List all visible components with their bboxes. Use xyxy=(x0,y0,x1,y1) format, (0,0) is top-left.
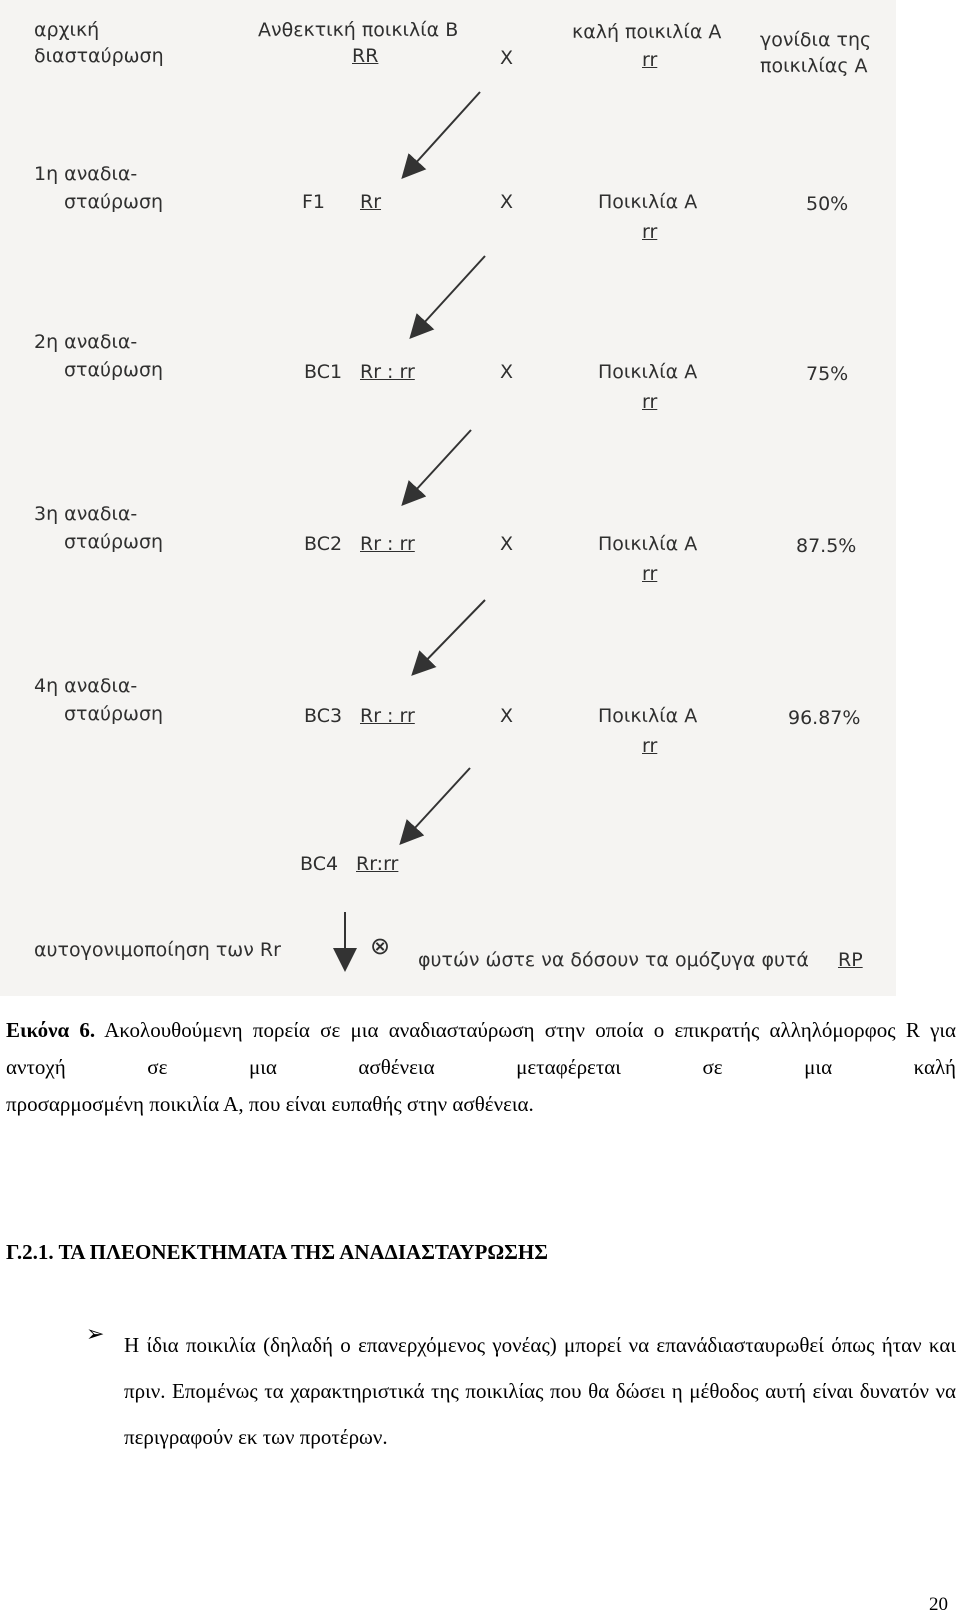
caption-line-1 xyxy=(6,1012,956,1086)
arrow-3 xyxy=(404,430,471,503)
genes-header-1: γονίδια της xyxy=(760,29,872,51)
bullet-text: Η ίδια ποικιλία (δηλαδή ο επανερχόμενος γονέας) μπορεί να επανάδιασταυρωθεί όπως ήταν και πριν. Επομένως τα χαρακτηριστικά της ποικιλίας που θα δώσει η μέθοδος αυτή είναι δυνατόν να περιγραφούν εκ των προτέρων. xyxy=(124,1333,956,1449)
resistant-genotype: RR xyxy=(352,45,379,67)
row-3-genotype: Rr : rr xyxy=(360,533,415,555)
resistant-variety: Ανθεκτική ποικιλία Β xyxy=(258,19,459,41)
caption-text-2: προσαρμοσμένη ποικιλία Α, που είναι ευπαθής στην ασθένεια. xyxy=(6,1092,534,1116)
cross-symbol: X xyxy=(500,47,514,69)
bullet-arrow-icon: ➢ xyxy=(86,1322,105,1347)
row-4-label-1: 4η αναδια- xyxy=(34,675,138,697)
genes-header-2: ποικιλίας Α xyxy=(760,55,868,77)
caption-label: Εικόνα 6. xyxy=(6,1018,96,1042)
row-2-label-2: σταύρωση xyxy=(64,359,164,381)
row-2-parent-genotype: rr xyxy=(642,391,658,413)
arrow-5 xyxy=(402,768,470,842)
page-number: 20 xyxy=(929,1594,948,1615)
row-3-cross: X xyxy=(500,533,514,555)
section-heading: Γ.2.1. ΤΑ ΠΛΕΟΝΕΚΤΗΜΑΤΑ ΤΗΣ ΑΝΑΔΙΑΣΤΑΥΡΩΣΗΣ xyxy=(6,1240,548,1264)
final-generation: BC4 xyxy=(300,853,339,875)
row-4-cross: X xyxy=(500,705,514,727)
row-3-parent-genotype: rr xyxy=(642,563,658,585)
row-1-label-1: 1η αναδια- xyxy=(34,163,138,185)
row-1-parent-genotype: rr xyxy=(642,221,658,243)
row-2-percent: 75% xyxy=(806,363,849,385)
row-4-percent: 96.87% xyxy=(788,707,861,729)
selfing-left: αυτογονιμοποίηση των Rr xyxy=(34,939,281,961)
initial-label-1: αρχική xyxy=(34,19,100,41)
row-3-percent: 87.5% xyxy=(796,535,857,557)
row-1-label-2: σταύρωση xyxy=(64,191,164,213)
row-4-generation: BC3 xyxy=(304,705,343,727)
selfing-result: RP xyxy=(838,949,863,971)
initial-label-2: διασταύρωση xyxy=(34,45,164,67)
arrow-1 xyxy=(404,92,480,176)
arrow-4 xyxy=(414,600,485,673)
row-2-generation: BC1 xyxy=(304,361,343,383)
row-2-genotype: Rr : rr xyxy=(360,361,415,383)
row-2-parent: Ποικιλία Α xyxy=(598,361,698,383)
row-2-cross: X xyxy=(500,361,514,383)
row-1-parent: Ποικιλία Α xyxy=(598,191,698,213)
row-1-cross: X xyxy=(500,191,514,213)
figure-caption xyxy=(6,1012,956,1123)
arrow-2 xyxy=(412,256,485,336)
row-4-genotype: Rr : rr xyxy=(360,705,415,727)
selfing-symbol: ⊗ xyxy=(370,932,391,960)
row-1-generation: F1 xyxy=(302,191,326,213)
row-3-generation: BC2 xyxy=(304,533,343,555)
row-4-parent-genotype: rr xyxy=(642,735,658,757)
row-2-label-1: 2η αναδια- xyxy=(34,331,138,353)
row-1-percent: 50% xyxy=(806,193,849,215)
row-3-label-2: σταύρωση xyxy=(64,531,164,553)
good-genotype: rr xyxy=(642,49,658,71)
caption-text-1: Ακολουθούμενη πορεία σε μια αναδιασταύρωση στην οποία ο επικρατής αλληλόμορφος R για αντοχή σε μια ασθένεια μεταφέρεται σε μια καλή xyxy=(6,1018,956,1079)
row-1-genotype: Rr xyxy=(360,191,382,213)
row-3-label-1: 3η αναδια- xyxy=(34,503,138,525)
final-genotype: Rr:rr xyxy=(356,853,399,875)
good-variety: καλή ποικιλία Α xyxy=(572,21,722,43)
selfing-right: φυτών ώστε να δόσουν τα ομόζυγα φυτά xyxy=(418,949,809,971)
row-4-parent: Ποικιλία Α xyxy=(598,705,698,727)
row-4-label-2: σταύρωση xyxy=(64,703,164,725)
row-3-parent: Ποικιλία Α xyxy=(598,533,698,555)
